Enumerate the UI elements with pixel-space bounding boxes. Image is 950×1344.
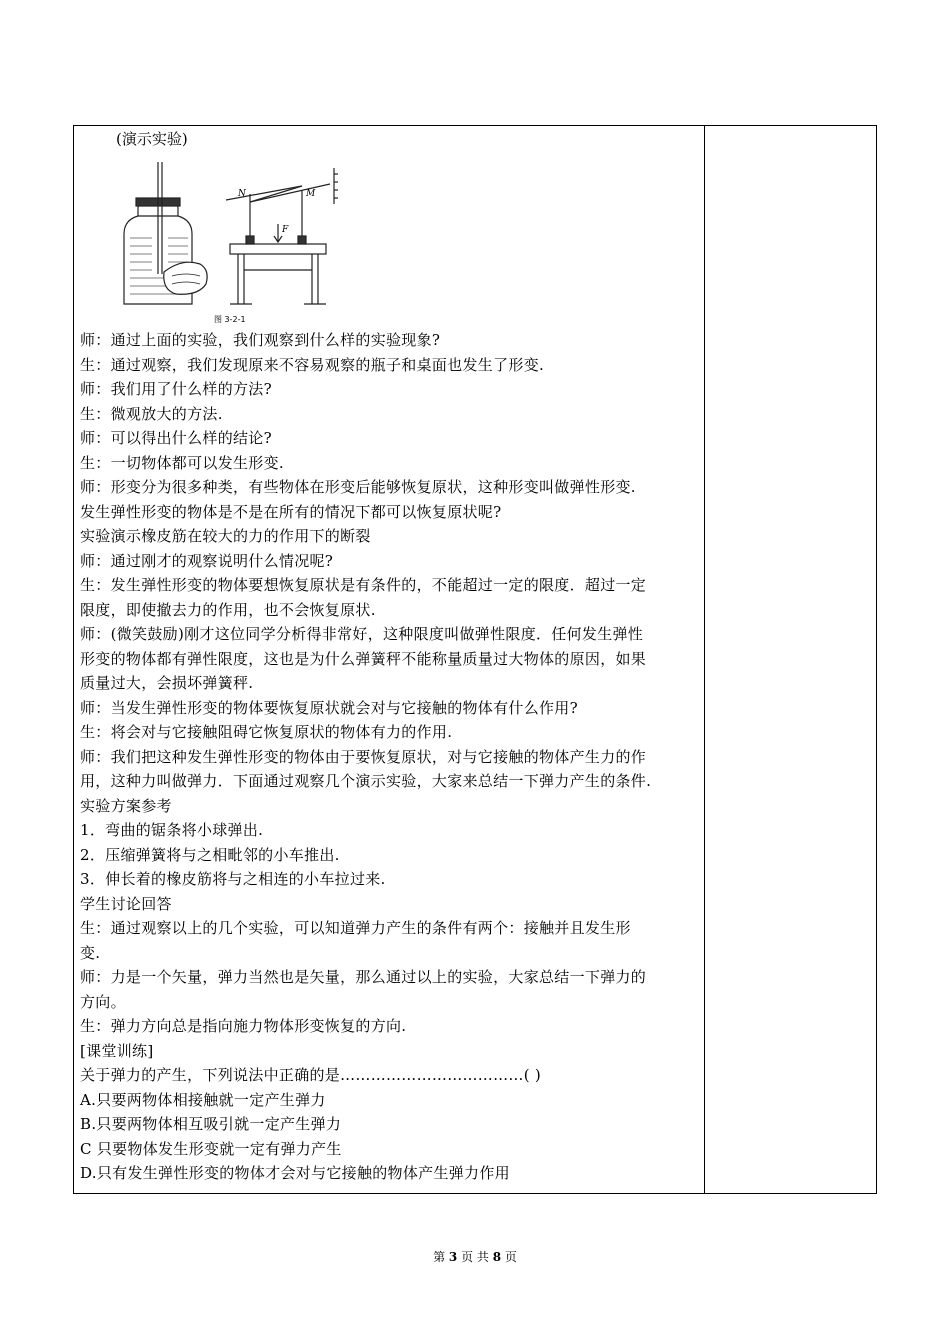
text-line: A.只要两物体相接触就一定产生弹力 (80, 1090, 326, 1109)
lesson-content (80, 128, 698, 1186)
text-line: 3．伸长着的橡皮筋将与之相连的小车拉过来. (80, 870, 386, 888)
column-divider (704, 126, 705, 1193)
text-line: C 只要物体发生形变就一定有弹力产生 (80, 1139, 342, 1158)
label-m: M (306, 189, 316, 199)
text-line: 用，这种力叫做弹力．下面通过观察几个演示实验，大家来总结一下弹力产生的条件. (80, 772, 652, 790)
dialogue-lines (80, 328, 698, 1186)
text-line: D.只有发生弹性形变的物体才会对与它接触的物体产生弹力作用 (80, 1164, 510, 1182)
text-line: 1．弯曲的锯条将小球弹出. (80, 821, 264, 839)
text-line: 师：力是一个矢量，弹力当然也是矢量，那么通过以上的实验，大家总结一下弹力的 (80, 968, 647, 986)
text-line: B.只要两物体相互吸引就一定产生弹力 (80, 1115, 342, 1133)
label-f: F (282, 225, 289, 235)
text-line: 实验方案参考 (80, 796, 172, 815)
text-line: 生：微观放大的方法. (80, 404, 223, 423)
footer-prefix: 第 (433, 1250, 449, 1264)
text-line: 2．压缩弹簧将与之相毗邻的小车推出. (80, 845, 340, 864)
text-line: 限度，即使撤去力的作用，也不会恢复原状. (80, 600, 376, 619)
footer-middle: 页 共 (457, 1250, 493, 1264)
text-line: 师：(微笑鼓励)刚才这位同学分析得非常好，这种限度叫做弹性限度．任何发生弹性 (80, 625, 644, 643)
footer-total-pages: 8 (492, 1250, 502, 1264)
text-line: 生：弹力方向总是指向施力物体形变恢复的方向. (80, 1017, 407, 1035)
text-line: 关于弹力的产生，下列说法中正确的是………………………………( ) (80, 1066, 542, 1084)
text-line: 生：将会对与它接触阻碍它恢复原状的物体有力的作用. (80, 723, 453, 741)
footer-suffix: 页 (501, 1250, 517, 1264)
text-line: 生：通过观察，我们发现原来不容易观察的瓶子和桌面也发生了形变. (80, 355, 545, 374)
text-line: 形变的物体都有弹性限度，这也是为什么弹簧秤不能称量质量过大物体的原因，如果 (80, 649, 647, 668)
text-line: 生：通过观察以上的几个实验，可以知道弹力产生的条件有两个：接触并且发生形 (80, 919, 631, 937)
text-line: 方向。 (80, 992, 126, 1011)
text-line: 师：我们把这种发生弹性形变的物体由于要恢复原状，对与它接触的物体产生力的作 (80, 747, 647, 766)
text-line: 变. (80, 943, 101, 962)
label-n: N (238, 189, 246, 199)
text-line: 发生弹性形变的物体是不是在所有的情况下都可以恢复原状呢? (80, 502, 502, 521)
figure-label: 图 3-2-1 (214, 315, 246, 324)
text-line: 师：可以得出什么样的结论? (80, 429, 272, 447)
footer-page-number: 3 (448, 1250, 458, 1264)
text-line: 师：我们用了什么样的方法? (80, 380, 272, 398)
text-line: 生：发生弹性形变的物体要想恢复原状是有条件的，不能超过一定的限度．超过一定 (80, 576, 647, 594)
page-footer (0, 1248, 950, 1265)
text-line: 实验演示橡皮筋在较大的力的作用下的断裂 (80, 527, 371, 545)
text-line: 师：通过刚才的观察说明什么情况呢? (80, 551, 334, 570)
text-line: 学生讨论回答 (80, 894, 172, 913)
text-line: 质量过大，会损坏弹簧秤. (80, 674, 254, 692)
text-line: 师：当发生弹性形变的物体要恢复原状就会对与它接触的物体有什么作用? (80, 698, 578, 717)
experiment-illustration (102, 154, 432, 326)
text-line: 师：通过上面的实验，我们观察到什么样的实验现象? (80, 331, 441, 349)
text-line: 生：一切物体都可以发生形变. (80, 453, 284, 472)
text-line: [课堂训练] (80, 1041, 154, 1060)
lesson-table (73, 125, 877, 1194)
text-line: 师：形变分为很多种类，有些物体在形变后能够恢复原状，这种形变叫做弹性形变. (80, 478, 636, 496)
experiment-figure (80, 150, 698, 328)
demo-caption: (演示实验) (116, 130, 188, 148)
